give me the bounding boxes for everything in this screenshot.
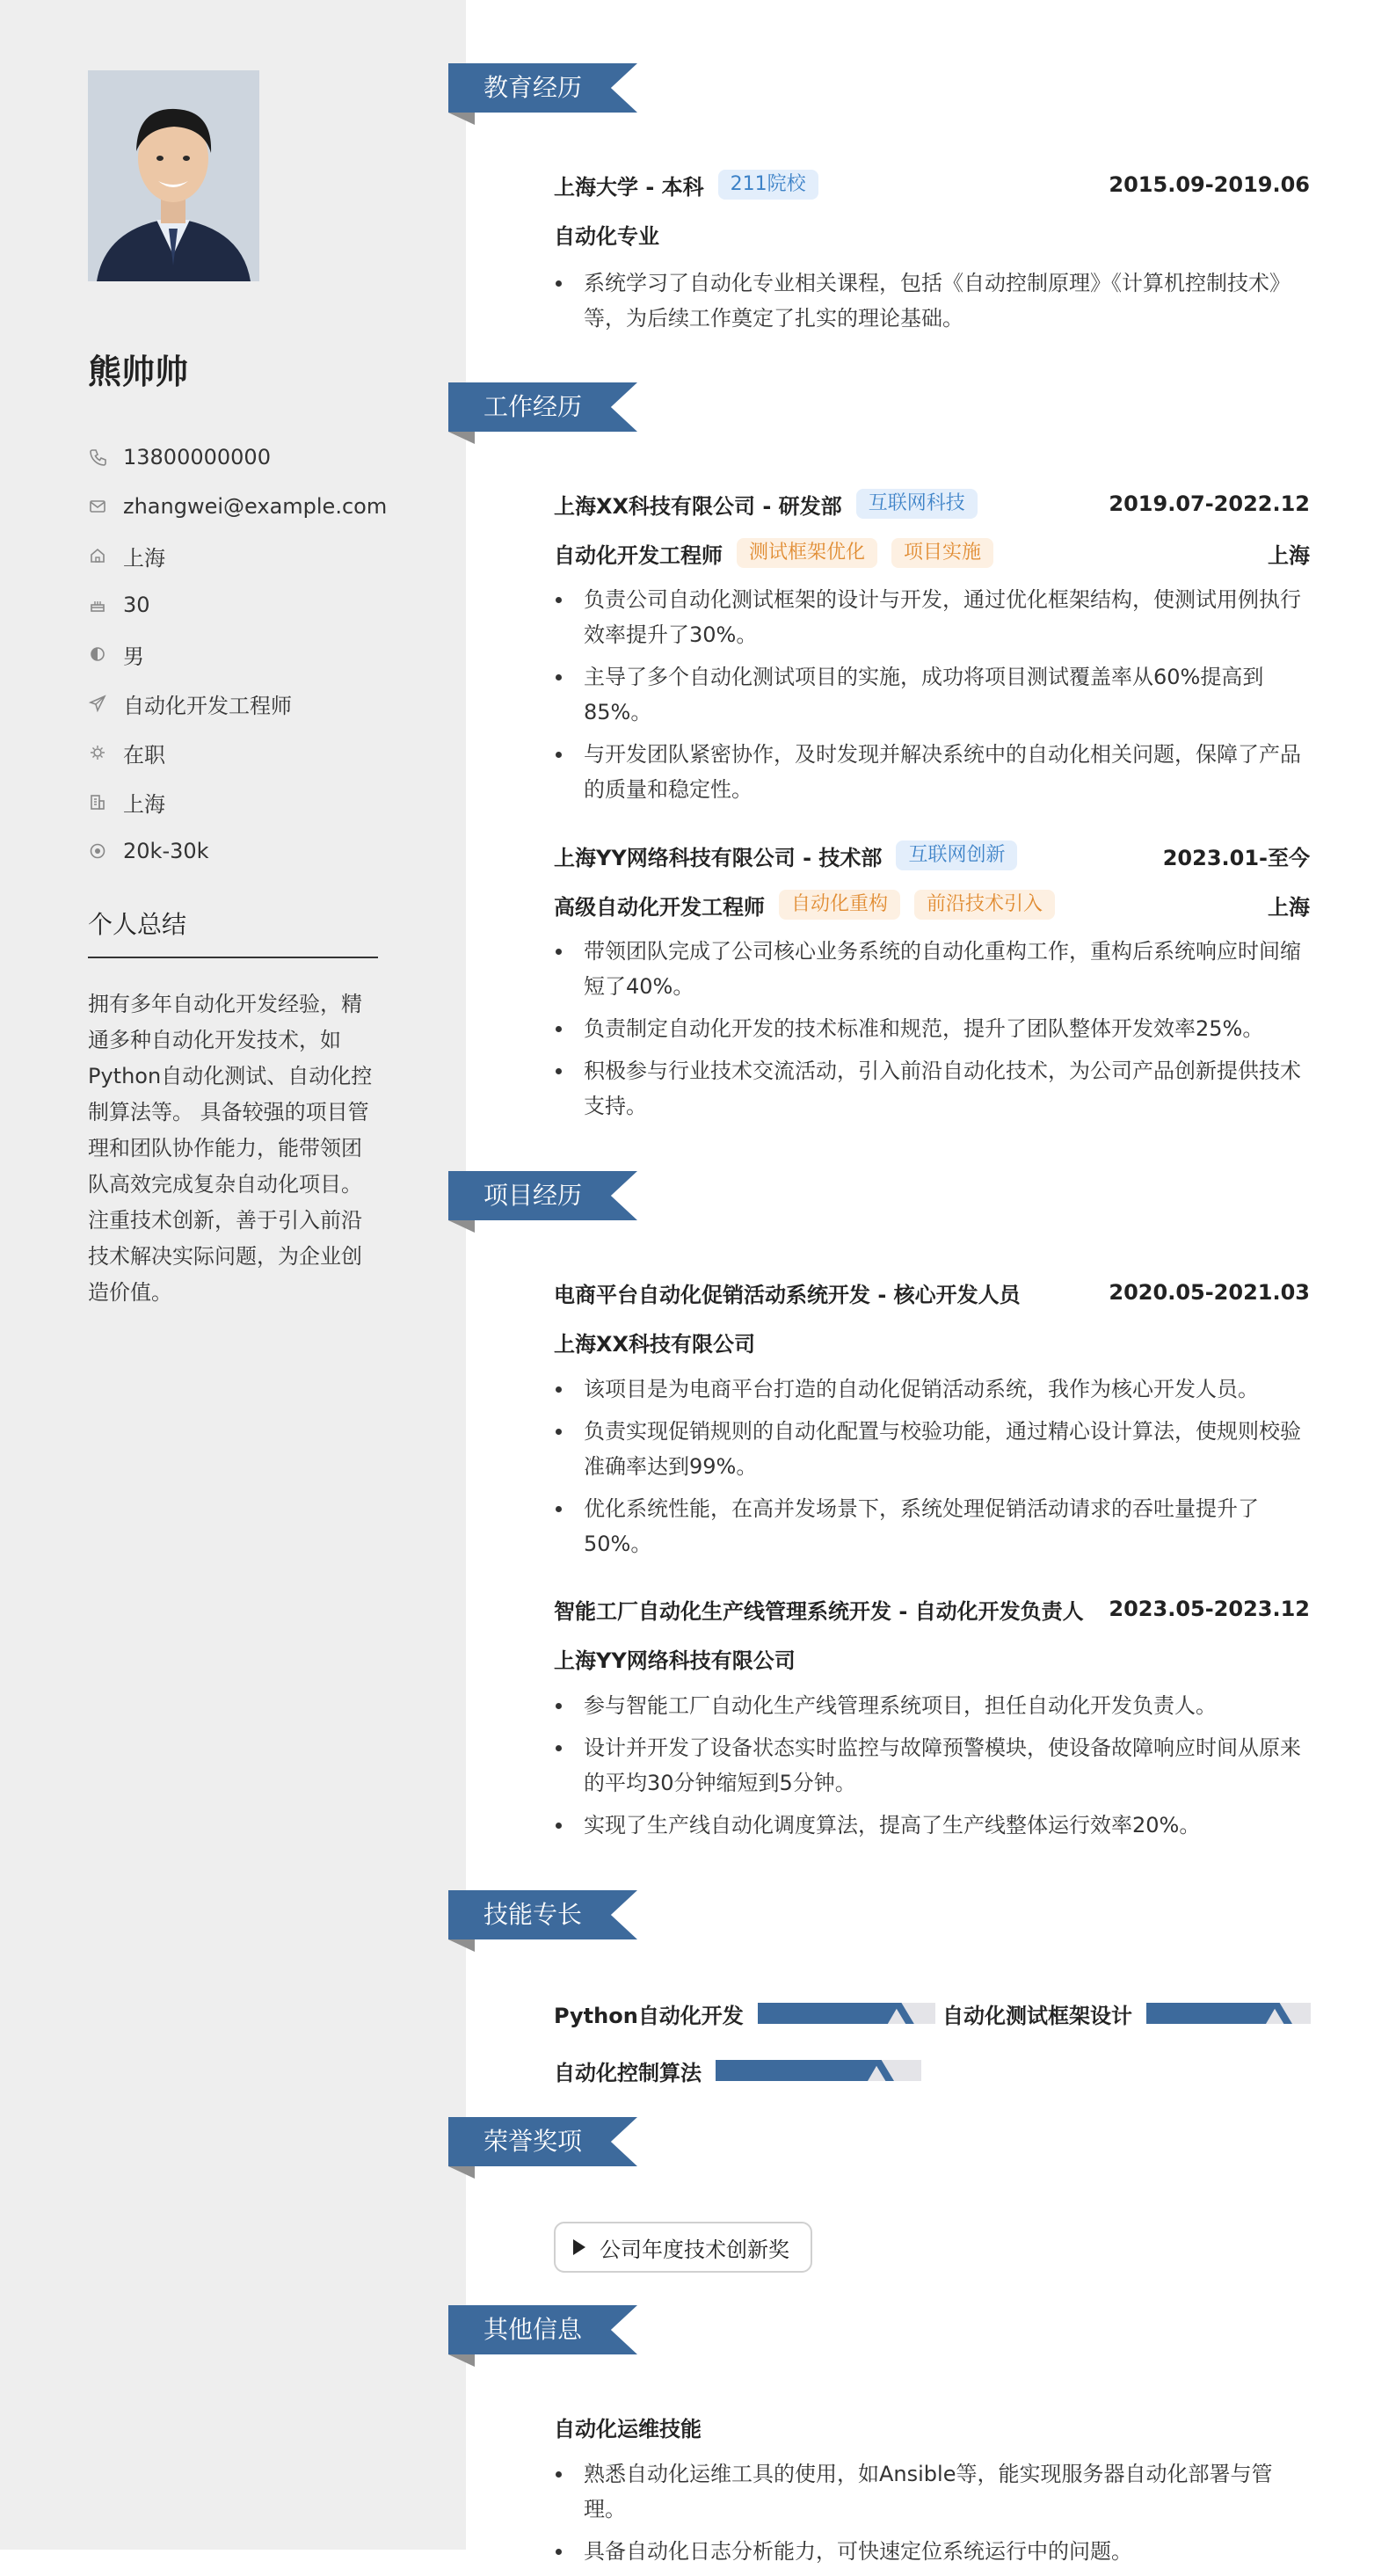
contact-info-row xyxy=(88,728,387,777)
bullet-list xyxy=(554,2456,1310,2576)
bullet-item xyxy=(554,1808,1310,1843)
entry-line xyxy=(554,1324,1310,1359)
work-date: 2019.07-2022.12 xyxy=(1109,491,1310,516)
bullet-item xyxy=(554,737,1310,807)
contact-info-value: 20k-30k xyxy=(123,839,209,863)
skill-level-bar xyxy=(716,2060,921,2081)
bullet-list xyxy=(554,1372,1310,1568)
bullet-text: 的质量和稳定性。 xyxy=(584,777,753,802)
contact-info-value: 在职 xyxy=(123,742,165,768)
entry-line xyxy=(554,1641,1310,1676)
work-city: 上海 xyxy=(1268,542,1310,568)
work-date: 2023.01-至今 xyxy=(1162,845,1310,870)
sidebar xyxy=(0,0,466,2550)
bullet-text: 准确率达到99%。 xyxy=(584,1454,758,1479)
bullet-item xyxy=(554,1372,1310,1407)
contact-info-value: 13800000000 xyxy=(123,445,271,469)
bullet-item xyxy=(554,582,1310,652)
bullet-text: 负责实现促销规则的自动化配置与校验功能，通过精心设计算法，使规则校验 xyxy=(584,1419,1301,1444)
contact-info-row xyxy=(88,433,387,482)
contact-info-value: zhangwei@example.com xyxy=(123,494,388,519)
bullet-text: 50%。 xyxy=(584,1532,652,1556)
bullet-text: 负责公司自动化测试框架的设计与开发，通过优化框架结构，使测试用例执行 xyxy=(584,587,1301,612)
summary-line: 技术解决实际问题，为企业创 xyxy=(88,1244,362,1269)
project-date: 2020.05-2021.03 xyxy=(1109,1280,1310,1305)
skill-tag: 测试框架优化 xyxy=(737,538,877,568)
entry-line xyxy=(554,167,1310,202)
entry-line xyxy=(554,1591,1310,1626)
school-name: 上海大学 - 本科 xyxy=(554,174,704,200)
honors-section-title: 荣誉奖项 xyxy=(484,2127,583,2156)
building-icon xyxy=(88,792,107,811)
industry-tag: 互联网科技 xyxy=(856,489,978,519)
bullet-text: 系统学习了自动化专业相关课程，包括《自动控制原理》《计算机控制技术》 xyxy=(584,271,1291,295)
bullet-item xyxy=(554,934,1310,1004)
contact-info-row xyxy=(88,629,387,679)
skills-ribbon xyxy=(448,1890,637,1939)
skill-level-bar xyxy=(1146,2003,1311,2024)
bullet-list xyxy=(554,1688,1310,1850)
bullet-text: 的平均30分钟缩短到5分钟。 xyxy=(584,1771,856,1795)
summary-line: 队高效完成复杂自动化项目。 xyxy=(88,1172,362,1197)
skill-level-fill xyxy=(758,2003,900,2024)
bullet-text: 短了40%。 xyxy=(584,974,694,999)
contact-info-value: 上海 xyxy=(123,791,165,817)
project-title: 智能工厂自动化生产线管理系统开发 - 自动化开发负责人 xyxy=(554,1598,1084,1624)
bullet-text: 实现了生产线自动化调度算法，提高了生产线整体运行效率20%。 xyxy=(584,1813,1201,1837)
entry-line xyxy=(554,486,1310,521)
play-icon xyxy=(573,2239,585,2255)
summary-title: 个人总结 xyxy=(88,910,187,939)
award-badge xyxy=(554,2222,812,2273)
bullet-item xyxy=(554,1730,1310,1801)
salary-icon xyxy=(88,841,107,861)
bullet-item xyxy=(554,1011,1310,1046)
skill-tag: 自动化重构 xyxy=(779,890,900,920)
skill-tag: 项目实施 xyxy=(891,538,993,568)
skill-name: Python自动化开发 xyxy=(554,2003,744,2028)
home-icon xyxy=(88,546,107,565)
skill-item xyxy=(554,1996,935,2031)
bullet-text: 具备自动化日志分析能力，可快速定位系统运行中的问题。 xyxy=(584,2539,1132,2564)
summary-line: Python自动化测试、自动化控 xyxy=(88,1064,373,1088)
skill-tag: 前沿技术引入 xyxy=(914,890,1055,920)
bullet-item xyxy=(554,659,1310,730)
bullet-item xyxy=(554,2534,1310,2569)
work-ribbon xyxy=(448,382,637,432)
summary-line: 理和团队协作能力，能带领团 xyxy=(88,1136,362,1161)
bullet-text: 与开发团队紧密协作，及时发现并解决系统中的自动化相关问题，保障了产品 xyxy=(584,742,1301,767)
skills-section-title: 技能专长 xyxy=(484,1900,583,1929)
contact-info-row xyxy=(88,679,387,728)
summary-line: 注重技术创新，善于引入前沿 xyxy=(88,1208,362,1233)
company-name: 上海YY网络科技有限公司 - 技术部 xyxy=(554,845,883,870)
send-icon xyxy=(88,694,107,713)
skill-name: 自动化控制算法 xyxy=(554,2060,702,2085)
work-city: 上海 xyxy=(1268,894,1310,920)
bullet-list xyxy=(554,582,1310,814)
project-title: 电商平台自动化促销活动系统开发 - 核心开发人员 xyxy=(554,1282,1021,1307)
summary-text xyxy=(88,986,378,1311)
contact-info-list xyxy=(88,433,387,876)
entry-line xyxy=(554,887,1310,922)
contact-info-value: 上海 xyxy=(123,545,165,571)
other-section-title: 其他信息 xyxy=(484,2315,583,2344)
bullet-text: 主导了多个自动化测试项目的实施，成功将项目测试覆盖率从60%提高到 xyxy=(584,665,1264,689)
mail-icon xyxy=(88,497,107,516)
contact-info-row xyxy=(88,777,387,826)
bullet-list xyxy=(554,934,1310,1131)
entry-line xyxy=(554,216,1310,251)
entry-line xyxy=(554,1275,1310,1310)
bullet-text: 带领团队完成了公司核心业务系统的自动化重构工作，重构后系统响应时间缩 xyxy=(584,939,1301,964)
skill-level-edge xyxy=(893,2003,914,2024)
profile-photo xyxy=(88,70,259,281)
education-date: 2015.09-2019.06 xyxy=(1109,172,1310,197)
project-company: 上海XX科技有限公司 xyxy=(554,1331,756,1357)
contact-info-value: 男 xyxy=(123,644,144,669)
entry-line xyxy=(554,2409,1310,2444)
summary-line: 制算法等。 具备较强的项目管 xyxy=(88,1100,369,1124)
summary-line: 拥有多年自动化开发经验，精 xyxy=(88,992,362,1016)
bullet-item xyxy=(554,1491,1310,1561)
bullet-text: 85%。 xyxy=(584,700,652,724)
other-title: 自动化运维技能 xyxy=(554,2416,702,2441)
projects-section-title: 项目经历 xyxy=(484,1181,583,1210)
summary-divider xyxy=(88,957,378,958)
bullet-text: 设计并开发了设备状态实时监控与故障预警模块，使设备故障响应时间从原来 xyxy=(584,1736,1301,1760)
school-tag: 211院校 xyxy=(718,170,818,200)
bullet-text: 熟悉自动化运维工具的使用，如Ansible等，能实现服务器自动化部署与管理。 xyxy=(584,2462,1273,2521)
bullet-text: 负责制定自动化开发的技术标准和规范，提升了团队整体开发效率25%。 xyxy=(584,1016,1264,1041)
gender-icon xyxy=(88,644,107,664)
contact-info-row xyxy=(88,482,387,531)
bullet-item xyxy=(554,1688,1310,1723)
skill-level-edge xyxy=(1271,2003,1292,2024)
phone-icon xyxy=(88,448,107,467)
contact-info-row xyxy=(88,580,387,629)
bullet-item xyxy=(554,266,1310,336)
skill-item xyxy=(942,1996,1311,2031)
bullet-text: 参与智能工厂自动化生产线管理系统项目，担任自动化开发负责人。 xyxy=(584,1693,1217,1718)
status-icon xyxy=(88,743,107,762)
bullet-text: 优化系统性能，在高并发场景下，系统处理促销活动请求的吞吐量提升了 xyxy=(584,1496,1259,1521)
skill-level-fill xyxy=(716,2060,880,2081)
education-ribbon xyxy=(448,63,637,113)
company-name: 上海XX科技有限公司 - 研发部 xyxy=(554,493,842,519)
work-section-title: 工作经历 xyxy=(484,392,583,421)
skill-level-edge xyxy=(873,2060,894,2081)
award-name: 公司年度技术创新奖 xyxy=(600,2237,789,2262)
skill-item xyxy=(554,2053,921,2088)
summary-line: 通多种自动化开发技术，如 xyxy=(88,1028,341,1052)
education-section-title: 教育经历 xyxy=(484,73,583,102)
other-ribbon xyxy=(448,2305,637,2354)
candidate-name: 熊帅帅 xyxy=(88,353,189,391)
honors-ribbon xyxy=(448,2117,637,2166)
major-name: 自动化专业 xyxy=(554,223,659,249)
entry-line xyxy=(554,535,1310,571)
bullet-text: 等，为后续工作奠定了扎实的理论基础。 xyxy=(584,306,963,331)
bullet-item xyxy=(554,1053,1310,1124)
industry-tag: 互联网创新 xyxy=(896,840,1017,870)
cake-icon xyxy=(88,595,107,615)
bullet-list xyxy=(554,266,1310,343)
project-company: 上海YY网络科技有限公司 xyxy=(554,1648,796,1673)
bullet-text: 该项目是为电商平台打造的自动化促销活动系统，我作为核心开发人员。 xyxy=(584,1377,1259,1401)
bullet-item xyxy=(554,1414,1310,1484)
bullet-text: 效率提升了30%。 xyxy=(584,622,758,647)
contact-info-row xyxy=(88,531,387,580)
skill-level-bar xyxy=(758,2003,935,2024)
contact-info-row xyxy=(88,826,387,876)
bullet-text: 积极参与行业技术交流活动，引入前沿自动化技术，为公司产品创新提供技术 xyxy=(584,1059,1301,1083)
summary-line: 造价值。 xyxy=(88,1280,172,1305)
skill-name: 自动化测试框架设计 xyxy=(942,2003,1132,2028)
contact-info-value: 自动化开发工程师 xyxy=(123,693,292,718)
projects-ribbon xyxy=(448,1171,637,1220)
contact-info-value: 30 xyxy=(123,593,150,617)
role-name: 自动化开发工程师 xyxy=(554,542,723,568)
bullet-text: 支持。 xyxy=(584,1094,647,1118)
bullet-item xyxy=(554,2456,1310,2527)
entry-line xyxy=(554,838,1310,873)
skill-level-fill xyxy=(1146,2003,1278,2024)
role-name: 高级自动化开发工程师 xyxy=(554,894,765,920)
project-date: 2023.05-2023.12 xyxy=(1109,1597,1310,1621)
